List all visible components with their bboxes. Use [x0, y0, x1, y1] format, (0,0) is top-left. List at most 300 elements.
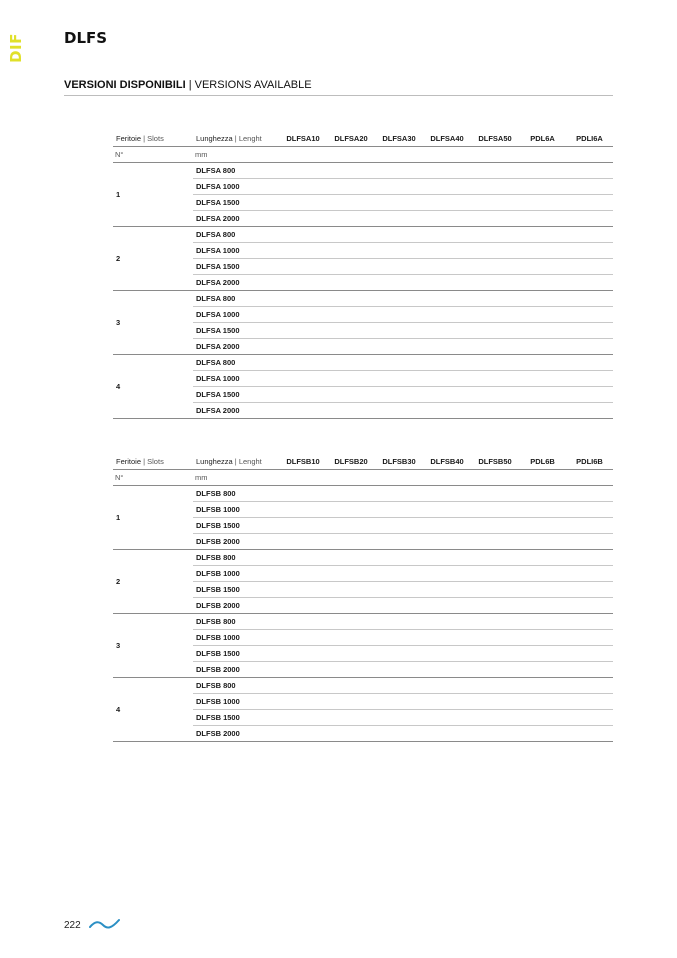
- table-cell: [566, 630, 613, 646]
- unit-length: mm: [193, 470, 279, 486]
- length-version: DLFSA 1500: [193, 259, 279, 275]
- page-title: DLFS: [64, 29, 108, 47]
- table-cell: [327, 291, 375, 307]
- table-cell: [375, 339, 423, 355]
- table-cell: [423, 598, 471, 614]
- table-header-row: [113, 454, 613, 470]
- slots-count: 1: [113, 163, 193, 227]
- table-cell: [327, 470, 375, 486]
- table-cell: [423, 323, 471, 339]
- table-cell: [327, 694, 375, 710]
- table-cell: [566, 259, 613, 275]
- header-model: DLFSA40: [423, 131, 471, 147]
- table-cell: [327, 630, 375, 646]
- table-cell: [279, 614, 327, 630]
- unit-length: mm: [193, 147, 279, 163]
- table-cell: [566, 534, 613, 550]
- table-cell: [327, 614, 375, 630]
- header-model: PDL6B: [519, 454, 566, 470]
- table-cell: [519, 662, 566, 678]
- table-cell: [471, 195, 519, 211]
- table-cell: [375, 582, 423, 598]
- table-cell: [279, 147, 327, 163]
- table-cell: [519, 598, 566, 614]
- header-length-label: Lunghezza: [196, 134, 233, 143]
- table-cell: [566, 470, 613, 486]
- table-cell: [279, 486, 327, 502]
- table-cell: [519, 323, 566, 339]
- header-model: PDLI6A: [566, 131, 613, 147]
- table-cell: [566, 291, 613, 307]
- table-cell: [327, 598, 375, 614]
- table-cell: [423, 694, 471, 710]
- table-cell: [375, 518, 423, 534]
- table-cell: [279, 726, 327, 742]
- table-cell: [279, 195, 327, 211]
- table-cell: [519, 387, 566, 403]
- table-cell: [423, 486, 471, 502]
- table-cell: [471, 371, 519, 387]
- table-cell: [375, 275, 423, 291]
- table-cell: [423, 147, 471, 163]
- header-model: PDL6A: [519, 131, 566, 147]
- table-cell: [279, 646, 327, 662]
- table-cell: [566, 502, 613, 518]
- table-cell: [279, 307, 327, 323]
- table-cell: [279, 355, 327, 371]
- table-cell: [519, 339, 566, 355]
- table-cell: [519, 211, 566, 227]
- table-cell: [471, 630, 519, 646]
- table-row: [113, 163, 613, 179]
- length-version: DLFSB 1500: [193, 646, 279, 662]
- table-cell: [279, 630, 327, 646]
- table-cell: [279, 259, 327, 275]
- versions-table-b: [113, 454, 613, 742]
- length-version: DLFSB 800: [193, 614, 279, 630]
- table-cell: [375, 502, 423, 518]
- table-cell: [375, 291, 423, 307]
- table-cell: [423, 662, 471, 678]
- length-version: DLFSB 800: [193, 486, 279, 502]
- table-cell: [375, 630, 423, 646]
- table-cell: [519, 630, 566, 646]
- length-version: DLFSB 2000: [193, 598, 279, 614]
- table-cell: [279, 211, 327, 227]
- table-cell: [279, 179, 327, 195]
- wave-logo-icon: [89, 917, 121, 931]
- table-cell: [519, 307, 566, 323]
- table-cell: [375, 243, 423, 259]
- table-cell: [375, 147, 423, 163]
- table-cell: [327, 403, 375, 419]
- versions-table-a: [113, 131, 613, 419]
- table-cell: [471, 566, 519, 582]
- header-slots-sub: Slots: [147, 134, 164, 143]
- table-cell: [327, 211, 375, 227]
- table-cell: [423, 275, 471, 291]
- table-cell: [423, 534, 471, 550]
- table-cell: [471, 534, 519, 550]
- table-cell: [423, 502, 471, 518]
- table-cell: [519, 291, 566, 307]
- table-header-row: [113, 131, 613, 147]
- table-cell: [471, 694, 519, 710]
- table-cell: [327, 518, 375, 534]
- length-version: DLFSA 2000: [193, 339, 279, 355]
- table-cell: [519, 534, 566, 550]
- length-version: DLFSA 1500: [193, 387, 279, 403]
- table-cell: [566, 227, 613, 243]
- section-heading-normal: VERSIONS AVAILABLE: [194, 79, 312, 91]
- length-version: DLFSA 2000: [193, 211, 279, 227]
- table-cell: [519, 227, 566, 243]
- table-cell: [471, 275, 519, 291]
- table-cell: [375, 710, 423, 726]
- table-cell: [375, 307, 423, 323]
- table-cell: [566, 726, 613, 742]
- table-cell: [327, 179, 375, 195]
- table-cell: [375, 694, 423, 710]
- table-cell: [279, 371, 327, 387]
- table-cell: [279, 275, 327, 291]
- header-model: DLFSB40: [423, 454, 471, 470]
- header-model: DLFSB10: [279, 454, 327, 470]
- header-length-sep: |: [232, 457, 239, 466]
- page-number: 222: [64, 920, 81, 931]
- table-cell: [423, 355, 471, 371]
- unit-slots: N°: [113, 147, 193, 163]
- length-version: DLFSB 800: [193, 550, 279, 566]
- table-cell: [471, 486, 519, 502]
- length-version: DLFSA 800: [193, 227, 279, 243]
- table-units-row: [113, 470, 613, 486]
- table-cell: [566, 307, 613, 323]
- table-cell: [471, 339, 519, 355]
- table-cell: [423, 339, 471, 355]
- table-cell: [566, 371, 613, 387]
- table-cell: [519, 179, 566, 195]
- header-length-sub: Lenght: [238, 134, 262, 143]
- slots-count: 3: [113, 614, 193, 678]
- header-length-sub: Lenght: [238, 457, 262, 466]
- table-row: [113, 291, 613, 307]
- table-cell: [471, 163, 519, 179]
- table-cell: [471, 355, 519, 371]
- length-version: DLFSA 2000: [193, 403, 279, 419]
- table-cell: [471, 259, 519, 275]
- slots-count: 2: [113, 550, 193, 614]
- header-model: PDLI6B: [566, 454, 613, 470]
- header-length: [193, 131, 279, 147]
- length-version: DLFSB 2000: [193, 726, 279, 742]
- table-cell: [519, 566, 566, 582]
- length-version: DLFSA 800: [193, 291, 279, 307]
- table-cell: [375, 470, 423, 486]
- slots-count: 4: [113, 355, 193, 419]
- table-cell: [423, 630, 471, 646]
- table-cell: [423, 582, 471, 598]
- table-cell: [327, 243, 375, 259]
- header-slots-sep: |: [141, 457, 148, 466]
- table-cell: [375, 371, 423, 387]
- table-cell: [519, 403, 566, 419]
- table-cell: [423, 646, 471, 662]
- length-version: DLFSB 1500: [193, 710, 279, 726]
- table-cell: [279, 662, 327, 678]
- length-version: DLFSA 800: [193, 163, 279, 179]
- table-cell: [423, 403, 471, 419]
- length-version: DLFSB 1500: [193, 582, 279, 598]
- table-cell: [327, 195, 375, 211]
- table-cell: [423, 710, 471, 726]
- table-cell: [279, 678, 327, 694]
- table-cell: [566, 550, 613, 566]
- table-cell: [423, 566, 471, 582]
- table-cell: [519, 371, 566, 387]
- header-slots-label: Feritoie: [116, 457, 142, 466]
- length-version: DLFSB 1500: [193, 518, 279, 534]
- table-cell: [471, 147, 519, 163]
- header-slots: [113, 131, 193, 147]
- table-cell: [279, 339, 327, 355]
- length-version: DLFSB 1000: [193, 630, 279, 646]
- table-cell: [566, 486, 613, 502]
- table-cell: [566, 323, 613, 339]
- table-row: [113, 486, 613, 502]
- table-cell: [471, 550, 519, 566]
- length-version: DLFSB 2000: [193, 662, 279, 678]
- table-cell: [566, 678, 613, 694]
- table-cell: [423, 387, 471, 403]
- table-cell: [519, 726, 566, 742]
- table-cell: [566, 582, 613, 598]
- section-heading: [64, 79, 613, 96]
- table-cell: [375, 211, 423, 227]
- table-cell: [375, 259, 423, 275]
- table-cell: [423, 614, 471, 630]
- table-cell: [279, 163, 327, 179]
- table-cell: [566, 339, 613, 355]
- table-cell: [519, 502, 566, 518]
- table-cell: [566, 566, 613, 582]
- table-cell: [471, 291, 519, 307]
- table-cell: [327, 486, 375, 502]
- length-version: DLFSA 800: [193, 355, 279, 371]
- table-cell: [423, 678, 471, 694]
- table-cell: [375, 534, 423, 550]
- table-cell: [327, 323, 375, 339]
- table-cell: [327, 371, 375, 387]
- table-cell: [327, 355, 375, 371]
- length-version: DLFSA 1500: [193, 195, 279, 211]
- table-cell: [423, 243, 471, 259]
- table-row: [113, 227, 613, 243]
- table-cell: [471, 582, 519, 598]
- table-cell: [566, 179, 613, 195]
- table-cell: [327, 566, 375, 582]
- header-slots-sub: Slots: [147, 457, 164, 466]
- table-cell: [566, 598, 613, 614]
- table-cell: [279, 534, 327, 550]
- table-cell: [519, 646, 566, 662]
- length-version: DLFSB 1000: [193, 694, 279, 710]
- table-cell: [566, 694, 613, 710]
- table-cell: [327, 275, 375, 291]
- table-cell: [566, 195, 613, 211]
- table-cell: [375, 195, 423, 211]
- header-slots-label: Feritoie: [116, 134, 142, 143]
- table-cell: [327, 163, 375, 179]
- table-cell: [471, 726, 519, 742]
- header-slots-sep: |: [141, 134, 148, 143]
- slots-count: 3: [113, 291, 193, 355]
- table-cell: [423, 227, 471, 243]
- table-cell: [471, 243, 519, 259]
- table-cell: [279, 403, 327, 419]
- table-cell: [566, 662, 613, 678]
- table-cell: [279, 323, 327, 339]
- table-cell: [566, 275, 613, 291]
- table-cell: [279, 502, 327, 518]
- table-cell: [519, 694, 566, 710]
- table-cell: [566, 163, 613, 179]
- table-cell: [471, 614, 519, 630]
- table-cell: [327, 582, 375, 598]
- slots-count: 2: [113, 227, 193, 291]
- table-cell: [519, 582, 566, 598]
- table-cell: [327, 339, 375, 355]
- length-version: DLFSB 1000: [193, 566, 279, 582]
- table-cell: [375, 614, 423, 630]
- table-cell: [566, 518, 613, 534]
- table-cell: [327, 147, 375, 163]
- table-cell: [519, 518, 566, 534]
- table-cell: [375, 486, 423, 502]
- table-cell: [471, 470, 519, 486]
- table-cell: [471, 646, 519, 662]
- table-cell: [327, 678, 375, 694]
- header-length: [193, 454, 279, 470]
- table-row: [113, 678, 613, 694]
- table-cell: [519, 614, 566, 630]
- table-cell: [566, 243, 613, 259]
- table-cell: [471, 211, 519, 227]
- table-cell: [471, 323, 519, 339]
- table-cell: [423, 726, 471, 742]
- section-heading-bold: VERSIONI DISPONIBILI: [64, 79, 186, 91]
- table-cell: [279, 694, 327, 710]
- table-cell: [471, 662, 519, 678]
- table-cell: [423, 518, 471, 534]
- table-cell: [423, 211, 471, 227]
- table-cell: [375, 387, 423, 403]
- table-cell: [519, 275, 566, 291]
- table-cell: [327, 726, 375, 742]
- table-cell: [375, 355, 423, 371]
- table-cell: [279, 710, 327, 726]
- table-cell: [423, 179, 471, 195]
- table-cell: [375, 323, 423, 339]
- table-cell: [471, 710, 519, 726]
- header-model: DLFSA20: [327, 131, 375, 147]
- table-cell: [471, 518, 519, 534]
- header-model: DLFSA30: [375, 131, 423, 147]
- length-version: DLFSB 2000: [193, 534, 279, 550]
- table-cell: [279, 470, 327, 486]
- slots-count: 1: [113, 486, 193, 550]
- table-cell: [519, 243, 566, 259]
- side-section-tag: [8, 33, 24, 63]
- length-version: DLFSA 1000: [193, 179, 279, 195]
- header-slots: [113, 454, 193, 470]
- table-cell: [375, 726, 423, 742]
- table-cell: [566, 211, 613, 227]
- table-cell: [375, 566, 423, 582]
- table-cell: [471, 179, 519, 195]
- table-cell: [519, 163, 566, 179]
- header-model: DLFSB20: [327, 454, 375, 470]
- section-heading-sep: |: [185, 79, 195, 91]
- table-cell: [471, 403, 519, 419]
- table-cell: [375, 678, 423, 694]
- table-cell: [471, 307, 519, 323]
- table-cell: [375, 550, 423, 566]
- header-model: DLFSB50: [471, 454, 519, 470]
- table-units-row: [113, 147, 613, 163]
- table-cell: [327, 646, 375, 662]
- header-length-label: Lunghezza: [196, 457, 233, 466]
- table-cell: [423, 550, 471, 566]
- table-cell: [519, 710, 566, 726]
- table-row: [113, 614, 613, 630]
- table-cell: [327, 550, 375, 566]
- table-cell: [471, 598, 519, 614]
- table-cell: [375, 598, 423, 614]
- table-cell: [423, 163, 471, 179]
- table-cell: [519, 195, 566, 211]
- header-model: DLFSB30: [375, 454, 423, 470]
- table-cell: [423, 195, 471, 211]
- table-cell: [519, 147, 566, 163]
- table-cell: [279, 598, 327, 614]
- table-cell: [279, 518, 327, 534]
- table-cell: [519, 550, 566, 566]
- table-cell: [471, 387, 519, 403]
- table-cell: [519, 486, 566, 502]
- table-cell: [471, 227, 519, 243]
- table-cell: [279, 566, 327, 582]
- table-cell: [423, 470, 471, 486]
- table-row: [113, 550, 613, 566]
- table-cell: [566, 614, 613, 630]
- table-cell: [375, 227, 423, 243]
- length-version: DLFSA 1500: [193, 323, 279, 339]
- length-version: DLFSA 2000: [193, 275, 279, 291]
- table-cell: [423, 259, 471, 275]
- table-cell: [375, 662, 423, 678]
- table-cell: [279, 291, 327, 307]
- table-cell: [327, 710, 375, 726]
- table-cell: [519, 259, 566, 275]
- table-cell: [279, 550, 327, 566]
- side-tag-text: DIF: [7, 33, 25, 63]
- table-cell: [327, 259, 375, 275]
- table-cell: [471, 502, 519, 518]
- table-cell: [423, 307, 471, 323]
- length-version: DLFSB 800: [193, 678, 279, 694]
- table-cell: [327, 502, 375, 518]
